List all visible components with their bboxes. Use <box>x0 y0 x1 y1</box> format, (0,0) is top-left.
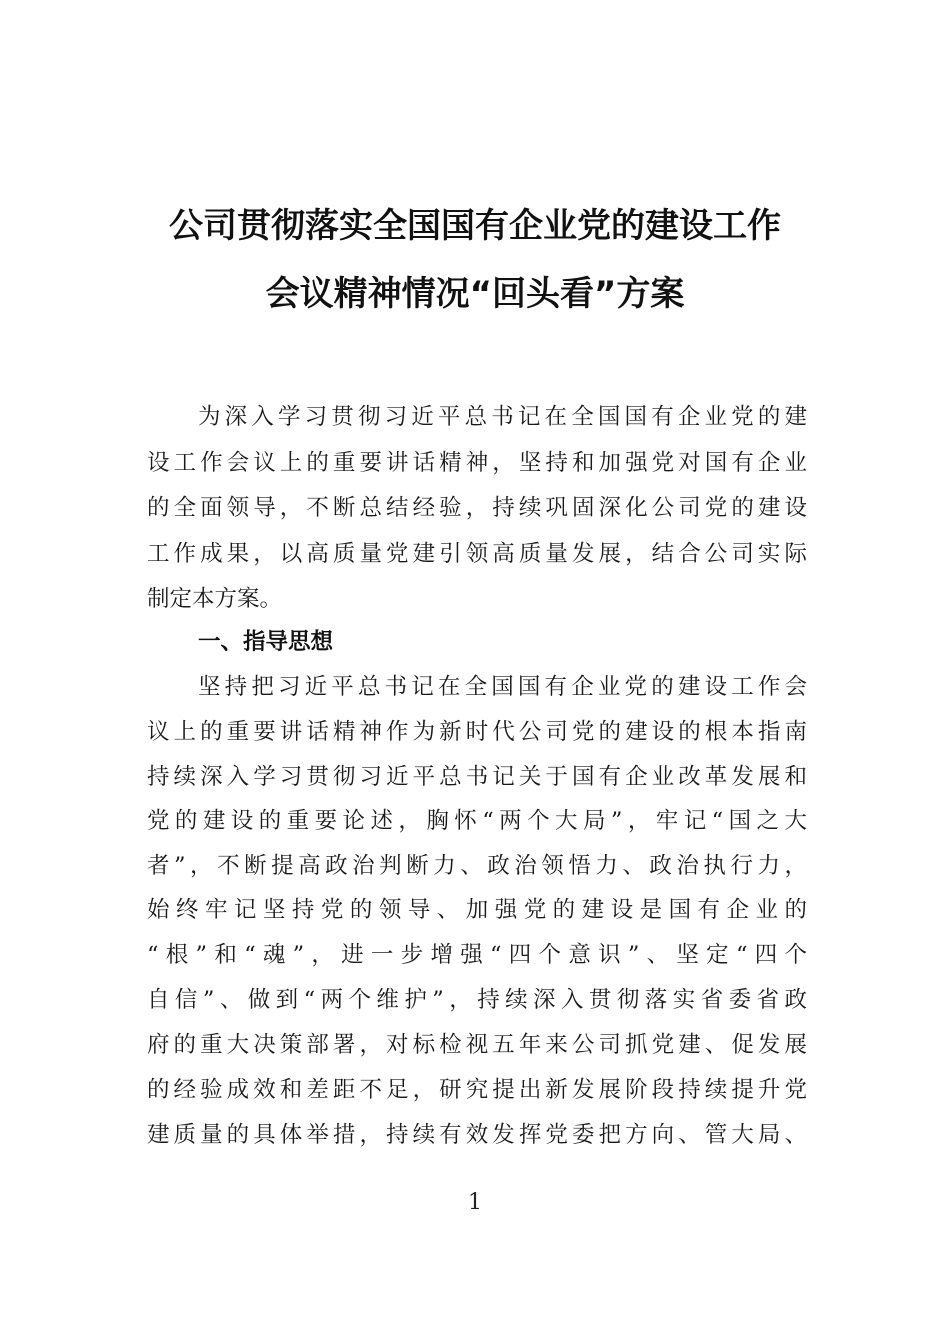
intro-paragraph-line: 设工作会议上的重要讲话精神，坚持和加强党对国有企业 <box>147 450 807 476</box>
section-paragraph-line: 党的建设的重要论述，胸怀“两个大局”，牢记“国之大 <box>147 808 807 834</box>
document-title-line-2: 会议精神情况“回头看”方案 <box>265 274 685 314</box>
section-paragraph-line: 议上的重要讲话精神作为新时代公司党的建设的根本指南 <box>147 719 807 745</box>
intro-paragraph-line: 的全面领导，不断总结经验，持续巩固深化公司党的建设 <box>147 495 807 521</box>
section-paragraph-line: 府的重大决策部署，对标检视五年来公司抓党建、促发展 <box>147 1032 807 1058</box>
section-paragraph-line: “根”和“魂”，进一步增强“四个意识”、坚定“四个 <box>147 942 807 968</box>
section-paragraph-line: 始终牢记坚持党的领导、加强党的建设是国有企业的 <box>147 897 807 923</box>
section-paragraph-line: 的经验成效和差距不足，研究提出新发展阶段持续提升党 <box>147 1077 807 1103</box>
page-number: 1 <box>468 1190 482 1215</box>
section-paragraph-line: 自信”、做到“两个维护”，持续深入贯彻落实省委省政 <box>147 987 807 1013</box>
section-paragraph-line: 建质量的具体举措，持续有效发挥党委把方向、管大局、 <box>147 1122 807 1148</box>
section-heading: 一、指导思想 <box>198 629 334 655</box>
section-paragraph-line: 持续深入学习贯彻习近平总书记关于国有企业改革发展和 <box>147 764 807 790</box>
section-paragraph-line: 坚持把习近平总书记在全国国有企业党的建设工作会 <box>198 674 807 700</box>
intro-paragraph-line: 为深入学习贯彻习近平总书记在全国国有企业党的建 <box>198 404 807 430</box>
intro-paragraph-line: 制定本方案。 <box>147 586 283 612</box>
document-title-line-1: 公司贯彻落实全国国有企业党的建设工作 <box>169 206 781 246</box>
section-paragraph-line: 者”，不断提高政治判断力、政治领悟力、政治执行力， <box>147 853 807 879</box>
intro-paragraph-line: 工作成果，以高质量党建引领高质量发展，结合公司实际 <box>147 541 807 567</box>
